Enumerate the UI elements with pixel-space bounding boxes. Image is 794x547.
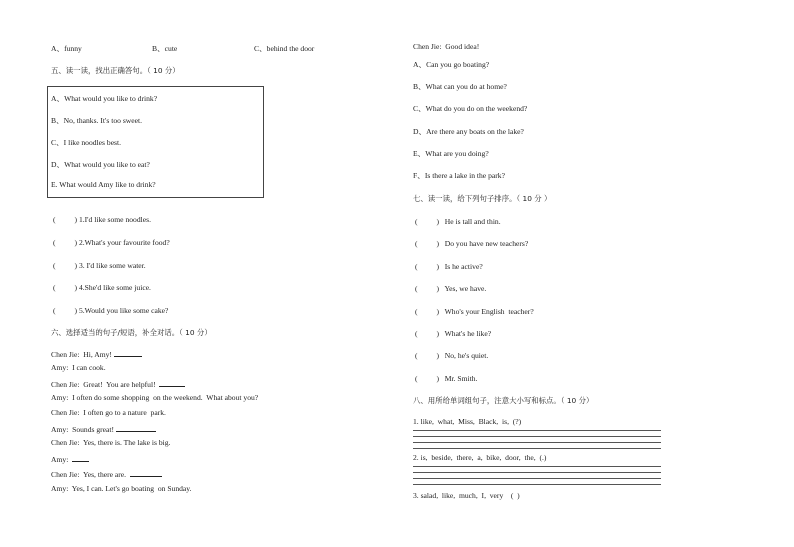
writing-line[interactable]: [413, 448, 661, 449]
s8-item-2: 2. is, beside, there, a, bike, door, the, (.): [413, 453, 547, 462]
answer-blank[interactable]: [116, 424, 156, 432]
s7-item: ( ) Is he active?: [415, 262, 483, 271]
writing-line[interactable]: [413, 430, 661, 431]
section8-title: 八、用所给单词组句子，注意大小写和标点。（ 10 分）: [413, 396, 594, 405]
s5-item-2: ( ) 2.What's your favourite food?: [53, 238, 170, 247]
s7-item: ( ) Who's your English teacher?: [415, 307, 534, 316]
writing-line[interactable]: [413, 484, 661, 485]
prev-option-c: C、behind the door: [254, 44, 315, 53]
dialog-line: Chen Jie: Good idea!: [413, 42, 480, 51]
s5-option-b: B、No, thanks. It's too sweet.: [51, 116, 143, 125]
dialog-line: Chen Jie: Yes, there are.: [51, 469, 162, 479]
s6-option-f: F、Is there a lake in the park?: [413, 171, 505, 180]
writing-line[interactable]: [413, 436, 661, 437]
writing-line[interactable]: [413, 472, 661, 473]
s8-item-1: 1. like, what, Miss, Black, is, (?): [413, 417, 522, 426]
writing-line[interactable]: [413, 478, 661, 479]
writing-line[interactable]: [413, 466, 661, 467]
s7-item: ( ) What's he like?: [415, 329, 492, 338]
s6-option-b: B、What can you do at home?: [413, 82, 507, 91]
s5-item-1: ( ) 1.I'd like some noodles.: [53, 215, 151, 224]
dialog-line: Chen Jie: Yes, there is. The lake is big.: [51, 438, 171, 447]
s5-option-e: E. What would Amy like to drink?: [51, 180, 156, 189]
dialog-line: Amy: Sounds great!: [51, 424, 156, 434]
answer-blank[interactable]: [72, 454, 89, 462]
dialog-line: Amy: I can cook.: [51, 363, 106, 372]
dialog-line: Amy: Yes, I can. Let's go boating on Sunday.: [51, 484, 192, 493]
s5-item-4: ( ) 4.She'd like some juice.: [53, 283, 151, 292]
s6-option-d: D、Are there any boats on the lake?: [413, 127, 524, 136]
s7-item: ( ) Yes, we have.: [415, 284, 487, 293]
s8-item-3: 3. salad, like, much, I, very ( ): [413, 491, 520, 500]
s6-option-e: E、What are you doing?: [413, 149, 489, 158]
s5-item-5: ( ) 5.Would you like some cake?: [53, 306, 169, 315]
s7-item: ( ) Mr. Smith.: [415, 374, 478, 383]
answer-blank[interactable]: [130, 469, 162, 477]
s5-option-d: D、What would you like to eat?: [51, 160, 150, 169]
s5-item-3: ( ) 3. I'd like some water.: [53, 261, 146, 270]
dialog-line: Chen Jie: Hi, Amy!: [51, 349, 142, 359]
section5-title: 五、读一读，找出正确答句。（ 10 分）: [51, 66, 180, 75]
answer-blank[interactable]: [114, 349, 142, 357]
s7-item: ( ) Do you have new teachers?: [415, 239, 529, 248]
section6-title: 六、选择适当的句子/短语，补全对话。（ 10 分）: [51, 328, 212, 337]
s5-option-a: A、What would you like to drink?: [51, 94, 158, 103]
s6-option-c: C、What do you do on the weekend?: [413, 104, 528, 113]
s7-item: ( ) No, he's quiet.: [415, 351, 489, 360]
section7-title: 七、读一读，给下列句子排序。（ 10 分 ）: [413, 194, 552, 203]
prev-option-a: A、funny: [51, 44, 82, 53]
dialog-line: Amy:: [51, 454, 89, 464]
dialog-line: Chen Jie: Great! You are helpful!: [51, 379, 185, 389]
prev-option-b: B、cute: [152, 44, 178, 53]
dialog-line: Chen Jie: I often go to a nature park.: [51, 408, 166, 417]
dialog-line: Amy: I often do some shopping on the weekend. What about you?: [51, 393, 259, 402]
s7-item: ( ) He is tall and thin.: [415, 217, 501, 226]
s5-option-c: C、I like noodles best.: [51, 138, 122, 147]
s6-option-a: A、Can you go boating?: [413, 60, 490, 69]
answer-blank[interactable]: [159, 379, 185, 387]
writing-line[interactable]: [413, 442, 661, 443]
